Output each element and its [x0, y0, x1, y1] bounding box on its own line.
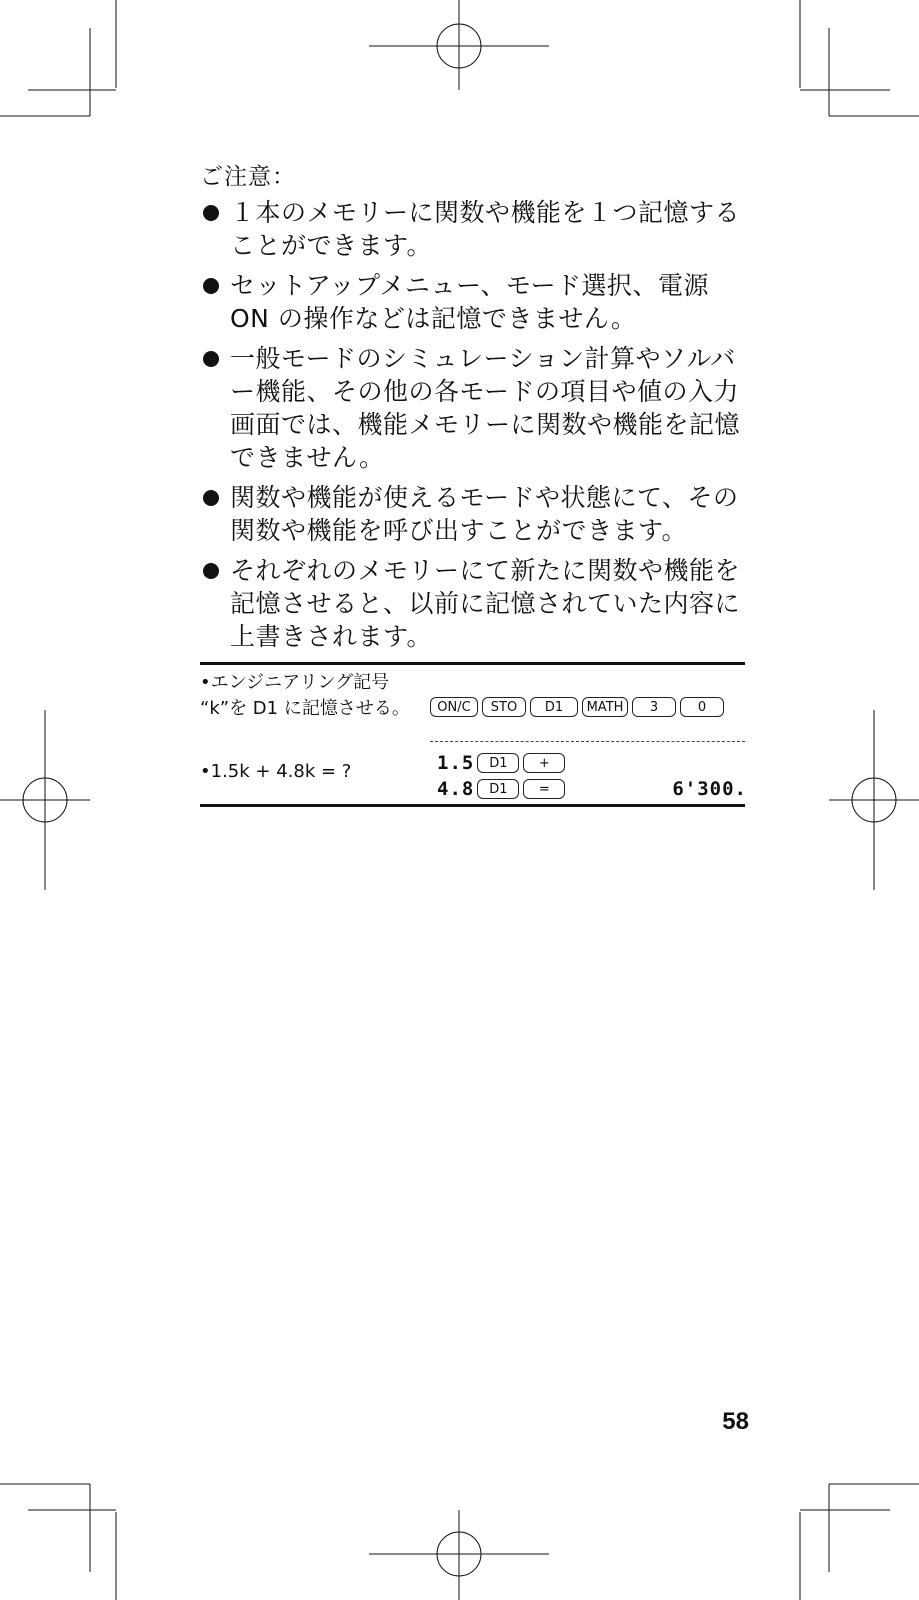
notes-title: ご注意： — [200, 164, 296, 190]
example-step1-desc-line1: •エンジニアリング記号 — [200, 672, 390, 693]
key-plus: + — [523, 753, 565, 773]
note-text: セットアップメニュー、モード選択、電源ON の操作などは記憶できません。 — [230, 271, 710, 333]
bullet-dot-icon — [203, 205, 219, 221]
example-top-rule — [200, 662, 745, 665]
example-step1-description — [200, 670, 410, 722]
bullet-dot-icon — [203, 278, 219, 294]
key-3: 3 — [632, 697, 676, 717]
note-item — [200, 269, 745, 335]
key-d1: D1 — [477, 779, 519, 799]
key-d1: D1 — [477, 753, 519, 773]
example-step2-line2 — [437, 778, 569, 800]
display-result: 6'300. — [672, 778, 747, 800]
example-step2-description: •1.5k + 4.8k = ? — [200, 761, 352, 782]
key-math: MATH — [582, 697, 628, 717]
note-item — [200, 342, 745, 474]
key-d1: D1 — [530, 697, 578, 717]
note-text: それぞれのメモリーにて新たに関数や機能を記憶させると、以前に記憶されていた内容に上書きされます。 — [230, 556, 741, 651]
key-onc: ON/C — [430, 697, 478, 717]
bullet-dot-icon — [203, 351, 219, 367]
entry-number: 1.5 — [437, 752, 475, 774]
bullet-dot-icon — [203, 490, 219, 506]
note-text: 一般モードのシミュレーション計算やソルバー機能、その他の各モードの項目や値の入力画面では、機能メモリーに関数や機能を記憶できません。 — [230, 344, 741, 472]
note-item — [200, 196, 745, 262]
bullet-dot-icon — [203, 563, 219, 579]
notes-list — [200, 196, 745, 660]
example-bottom-rule — [200, 804, 745, 807]
key-equals: = — [523, 779, 565, 799]
note-text: 関数や機能が使えるモードや状態にて、その関数や機能を呼び出すことができます。 — [230, 483, 739, 545]
note-text: １本のメモリーに関数や機能を１つ記憶することができます。 — [230, 198, 741, 260]
note-item — [200, 554, 745, 653]
example-divider — [430, 741, 745, 742]
example-step2-line1 — [437, 752, 569, 774]
example-step1-keys — [430, 697, 728, 717]
entry-number: 4.8 — [437, 778, 475, 800]
key-sto: STO — [482, 697, 526, 717]
key-0: 0 — [680, 697, 724, 717]
page-number: 58 — [722, 1408, 749, 1435]
note-item — [200, 481, 745, 547]
example-step1-desc-line2: “k”を D1 に記憶させる。 — [200, 698, 410, 719]
